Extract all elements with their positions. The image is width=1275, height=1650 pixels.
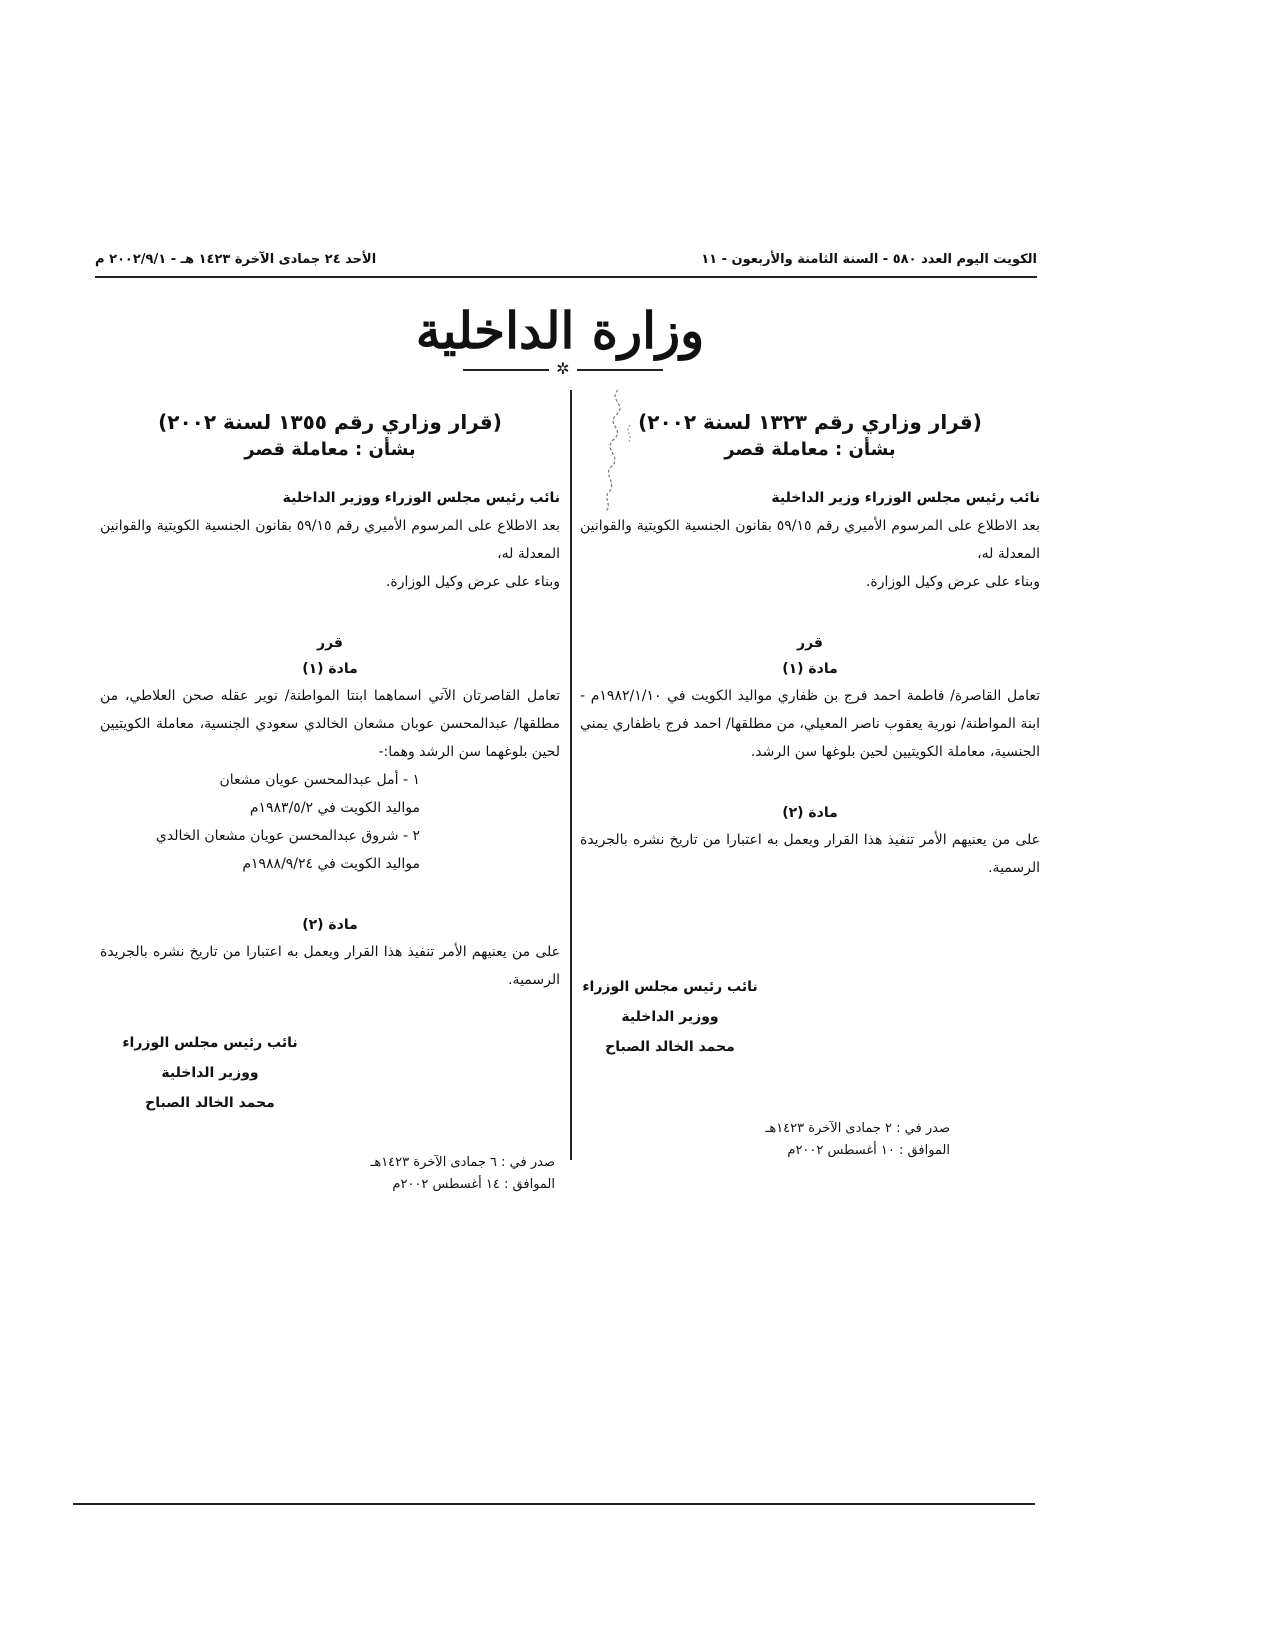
article-heading: مادة (٢) xyxy=(302,917,358,933)
signature-line: ووزير الداخلية xyxy=(161,1065,259,1081)
article-heading: مادة (١) xyxy=(302,661,358,677)
corresponding-date: الموافق : ١٠ أغسطس ٢٠٠٢م xyxy=(787,1143,950,1158)
minor-birth: مواليد الكويت في ١٩٨٨/٩/٢٤م xyxy=(242,856,420,872)
signature-line: ووزير الداخلية xyxy=(621,1009,719,1025)
issuer: نائب رئيس مجلس الوزراء وزير الداخلية xyxy=(771,490,1040,506)
decree-title: (قرار وزاري رقم ١٣٥٥ لسنة ٢٠٠٢) xyxy=(158,410,502,434)
decree-subject: بشأن : معاملة قصر xyxy=(724,439,896,460)
article-text: على من يعنيهم الأمر تنفيذ هذا القرار ويعمل به اعتبارا من تاريخ نشره بالجريدة الرسمية. xyxy=(100,944,560,988)
preamble-text: بعد الاطلاع على المرسوم الأميري رقم ٥٩/١٥ بقانون الجنسية الكويتية والقوانين المعدلة له، xyxy=(100,518,560,562)
ornament-line-right xyxy=(577,369,663,371)
preamble-text: وبناء على عرض وكيل الوزارة. xyxy=(865,574,1040,590)
star-ornament-icon: ✲ xyxy=(556,359,570,378)
decree-title: (قرار وزاري رقم ١٣٢٣ لسنة ٢٠٠٢) xyxy=(638,410,982,434)
header-issue-info: الكويت اليوم العدد ٥٨٠ - السنة الثامنة والأربعون - ١١ xyxy=(701,252,1037,267)
issuer: نائب رئيس مجلس الوزراء ووزير الداخلية xyxy=(282,490,560,506)
decree-subject: بشأن : معاملة قصر xyxy=(244,439,416,460)
article-text: على من يعنيهم الأمر تنفيذ هذا القرار ويعمل به اعتبارا من تاريخ نشره بالجريدة الرسمية. xyxy=(580,832,1040,876)
article-heading: مادة (٢) xyxy=(782,805,838,821)
minor-name: ١ - أمل عبدالمحسن عويان مشعان xyxy=(219,772,420,788)
decree-1323-column xyxy=(580,408,1040,1162)
running-header xyxy=(95,252,1037,274)
decided-heading: قرر xyxy=(317,635,343,651)
footer-rule xyxy=(73,1503,1035,1505)
decree-1355-column xyxy=(100,408,560,1196)
minor-birth: مواليد الكويت في ١٩٨٣/٥/٢م xyxy=(249,800,420,816)
header-rule xyxy=(95,276,1037,278)
issued-date: صدر في : ٦ جمادى الآخرة ١٤٢٣هـ xyxy=(370,1155,555,1170)
preamble-text: وبناء على عرض وكيل الوزارة. xyxy=(385,574,560,590)
corresponding-date: الموافق : ١٤ أغسطس ٢٠٠٢م xyxy=(392,1177,555,1192)
article-heading: مادة (١) xyxy=(782,661,838,677)
article-text: تعامل القاصرة/ فاطمة احمد فرج بن ظفاري مواليد الكويت في ١٩٨٢/١/١٠م - ابنة المواطنة/ نورية يعقوب ناصر المعيلي، من مطلقها/ احمد فرج باظفاري يمني الجنسية، معاملة الكويتيين لحين بلوغها سن الرشد. xyxy=(580,688,1040,760)
decided-heading: قرر xyxy=(797,635,823,651)
issued-date: صدر في : ٢ جمادى الآخرة ١٤٢٣هـ xyxy=(765,1121,950,1136)
title-ornament xyxy=(463,359,663,378)
signature-line: نائب رئيس مجلس الوزراء xyxy=(582,979,758,995)
preamble-text: بعد الاطلاع على المرسوم الأميري رقم ٥٩/١٥ بقانون الجنسية الكويتية والقوانين المعدلة له، xyxy=(580,518,1040,562)
signature-name: محمد الخالد الصباح xyxy=(145,1095,275,1111)
signature-line: نائب رئيس مجلس الوزراء xyxy=(122,1035,298,1051)
article-text: تعامل القاصرتان الآتي اسماهما ابنتا المواطنة/ نوير عقله صحن العلاطي، من مطلقها/ عبدالمحسن عوبان مشعان الخالدي سعودي الجنسية، معاملة الكويتيين لحين بلوغهما سن الرشد وهما:- xyxy=(100,688,560,760)
ornament-line-left xyxy=(463,369,549,371)
signature-name: محمد الخالد الصباح xyxy=(605,1039,735,1055)
section-title: وزارة الداخلية xyxy=(415,301,705,360)
header-date: الأحد ٢٤ جمادى الآخرة ١٤٢٣ هـ - ٢٠٠٢/٩/١ م xyxy=(95,252,377,267)
minor-name: ٢ - شروق عبدالمحسن عويان مشعان الخالدي xyxy=(155,828,420,844)
